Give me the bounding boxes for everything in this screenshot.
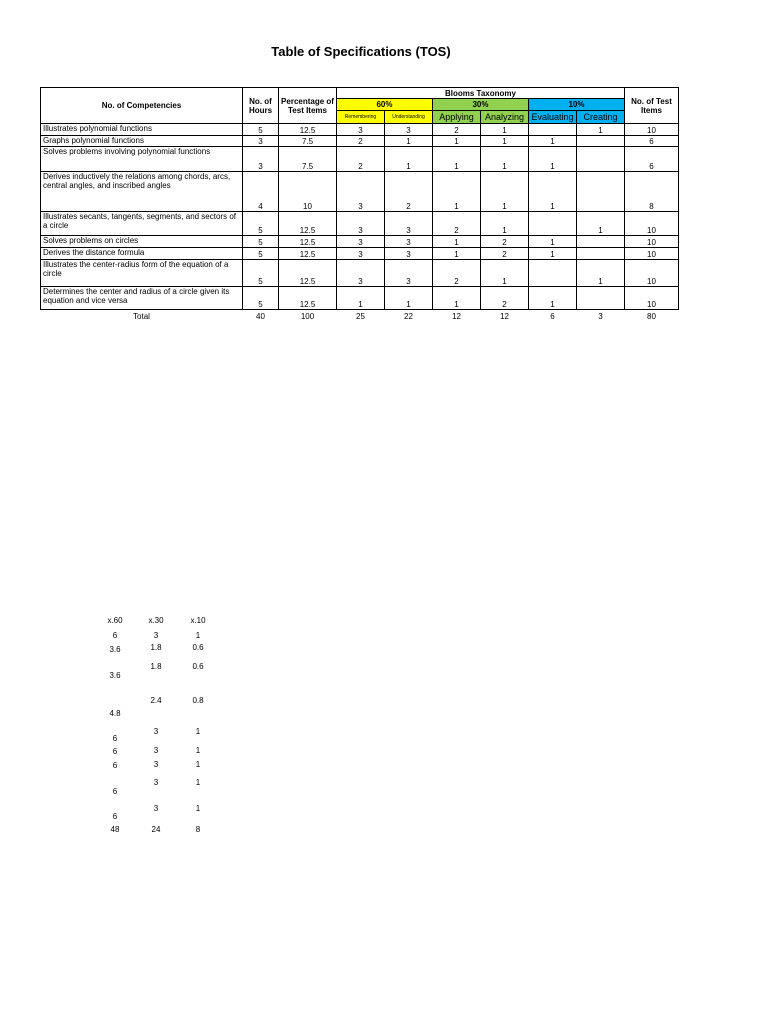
remembering-cell: 3 xyxy=(337,212,385,236)
calc-value: 4.8 xyxy=(109,709,121,718)
page-title: Table of Specifications (TOS) xyxy=(271,44,451,59)
competency-name: Derives the distance formula xyxy=(41,248,243,260)
calc-value: 1 xyxy=(195,778,201,787)
competency-name: Solves problems involving polynomial functions xyxy=(41,147,243,172)
remembering-cell: 3 xyxy=(337,260,385,287)
hours-cell: 5 xyxy=(243,248,279,260)
calc-value: 3 xyxy=(153,760,159,769)
applying-cell: 1 xyxy=(433,248,481,260)
calc-value: 6 xyxy=(112,747,118,756)
applying-cell: 1 xyxy=(433,136,481,147)
creating-cell: 1 xyxy=(577,212,625,236)
test-items-cell: 10 xyxy=(625,124,679,136)
percentage-cell: 12.5 xyxy=(279,236,337,248)
creating-cell: 1 xyxy=(577,124,625,136)
level-applying: Applying xyxy=(433,111,481,124)
competency-name: Derives inductively the relations among chords, arcs, central angles, and inscribed angles xyxy=(41,172,243,212)
table-row xyxy=(41,260,679,287)
calc-header: x.10 xyxy=(190,616,206,625)
group-30-percent: 30% xyxy=(433,99,529,111)
hours-cell: 5 xyxy=(243,212,279,236)
creating-cell xyxy=(577,136,625,147)
analyzing-cell: 1 xyxy=(481,136,529,147)
test-items-cell: 6 xyxy=(625,136,679,147)
evaluating-cell: 1 xyxy=(529,287,577,310)
understanding-cell: 3 xyxy=(385,124,433,136)
applying-cell: 1 xyxy=(433,287,481,310)
table-row xyxy=(41,172,679,212)
test-items-cell: 10 xyxy=(625,248,679,260)
percentage-cell: 10 xyxy=(279,172,337,212)
applying-cell: 1 xyxy=(433,172,481,212)
level-understanding: Understanding xyxy=(385,111,433,124)
test-items-cell: 10 xyxy=(625,260,679,287)
understanding-cell: 3 xyxy=(385,260,433,287)
understanding-cell: 3 xyxy=(385,236,433,248)
evaluating-cell: 1 xyxy=(529,236,577,248)
calc-value: 1 xyxy=(195,746,201,755)
calc-value: 3 xyxy=(153,804,159,813)
table-row xyxy=(41,287,679,310)
calc-value: 3 xyxy=(153,727,159,736)
creating-cell xyxy=(577,147,625,172)
calc-value: 6 xyxy=(112,787,118,796)
competency-name: Illustrates polynomial functions xyxy=(41,124,243,136)
group-10-percent: 10% xyxy=(529,99,625,111)
calc-value: 6 xyxy=(112,631,118,640)
total-test-items: 80 xyxy=(647,311,656,321)
header-test-items: No. of Test Items xyxy=(625,88,679,124)
evaluating-cell: 1 xyxy=(529,248,577,260)
total-label: Total xyxy=(133,311,150,321)
group-60-percent: 60% xyxy=(337,99,433,111)
hours-cell: 5 xyxy=(243,236,279,248)
calc-value: 6 xyxy=(112,761,118,770)
calc-value: 0.8 xyxy=(192,696,204,705)
hours-cell: 3 xyxy=(243,136,279,147)
calc-value: 1 xyxy=(195,760,201,769)
total-row xyxy=(41,310,679,321)
calc-header: x.30 xyxy=(148,616,164,625)
competency-name: Graphs polynomial functions xyxy=(41,136,243,147)
calc-value: 6 xyxy=(112,812,118,821)
header-percentage: Percentage of Test Items xyxy=(279,88,337,124)
analyzing-cell: 1 xyxy=(481,124,529,136)
test-items-cell: 10 xyxy=(625,236,679,248)
calc-value: 3 xyxy=(153,778,159,787)
calc-value: 24 xyxy=(151,825,161,834)
analyzing-cell: 1 xyxy=(481,212,529,236)
percentage-cell: 12.5 xyxy=(279,287,337,310)
total-creating: 3 xyxy=(598,311,603,321)
evaluating-cell: 1 xyxy=(529,172,577,212)
remembering-cell: 2 xyxy=(337,136,385,147)
calc-value: 1 xyxy=(195,631,201,640)
remembering-cell: 1 xyxy=(337,287,385,310)
percentage-cell: 12.5 xyxy=(279,248,337,260)
understanding-cell: 1 xyxy=(385,287,433,310)
applying-cell: 2 xyxy=(433,124,481,136)
total-applying: 12 xyxy=(452,311,461,321)
applying-cell: 2 xyxy=(433,260,481,287)
calc-value: 1.8 xyxy=(150,662,162,671)
calc-value: 2.4 xyxy=(150,696,162,705)
hours-cell: 4 xyxy=(243,172,279,212)
competency-name: Illustrates secants, tangents, segments, and sectors of a circle xyxy=(41,212,243,236)
remembering-cell: 3 xyxy=(337,124,385,136)
remembering-cell: 3 xyxy=(337,172,385,212)
percentage-cell: 7.5 xyxy=(279,147,337,172)
total-evaluating: 6 xyxy=(550,311,555,321)
hours-cell: 5 xyxy=(243,124,279,136)
evaluating-cell xyxy=(529,124,577,136)
calc-value: 6 xyxy=(112,734,118,743)
total-analyzing: 12 xyxy=(500,311,509,321)
understanding-cell: 3 xyxy=(385,212,433,236)
hours-cell: 5 xyxy=(243,260,279,287)
total-hours: 40 xyxy=(256,311,265,321)
calc-value: 3 xyxy=(153,746,159,755)
tos-table xyxy=(40,87,679,321)
percentage-cell: 12.5 xyxy=(279,260,337,287)
applying-cell: 2 xyxy=(433,212,481,236)
analyzing-cell: 2 xyxy=(481,236,529,248)
understanding-cell: 1 xyxy=(385,147,433,172)
creating-cell xyxy=(577,287,625,310)
applying-cell: 1 xyxy=(433,236,481,248)
understanding-cell: 1 xyxy=(385,136,433,147)
percentage-cell: 12.5 xyxy=(279,212,337,236)
table-row xyxy=(41,124,679,136)
total-percentage: 100 xyxy=(300,311,315,321)
calc-value: 3 xyxy=(153,631,159,640)
test-items-cell: 8 xyxy=(625,172,679,212)
level-remembering: Remembering xyxy=(337,111,385,124)
understanding-cell: 3 xyxy=(385,248,433,260)
header-hours: No. of Hours xyxy=(243,88,279,124)
evaluating-cell xyxy=(529,260,577,287)
creating-cell xyxy=(577,248,625,260)
test-items-cell: 10 xyxy=(625,287,679,310)
applying-cell: 1 xyxy=(433,147,481,172)
calc-value: 1 xyxy=(195,804,201,813)
percentage-cell: 7.5 xyxy=(279,136,337,147)
competency-name: Solves problems on circles xyxy=(41,236,243,248)
table-row xyxy=(41,212,679,236)
table-row xyxy=(41,248,679,260)
analyzing-cell: 2 xyxy=(481,248,529,260)
calc-header: x.60 xyxy=(107,616,123,625)
test-items-cell: 10 xyxy=(625,212,679,236)
table-row xyxy=(41,136,679,147)
analyzing-cell: 2 xyxy=(481,287,529,310)
header-blooms-taxonomy: Blooms Taxonomy xyxy=(337,88,625,99)
test-items-cell: 6 xyxy=(625,147,679,172)
calc-value: 3.6 xyxy=(109,645,121,654)
analyzing-cell: 1 xyxy=(481,147,529,172)
level-evaluating: Evaluating xyxy=(529,111,577,124)
total-remembering: 25 xyxy=(356,311,365,321)
hours-cell: 5 xyxy=(243,287,279,310)
evaluating-cell xyxy=(529,212,577,236)
table-row xyxy=(41,147,679,172)
competency-name: Illustrates the center-radius form of the equation of a circle xyxy=(41,260,243,287)
remembering-cell: 3 xyxy=(337,248,385,260)
creating-cell xyxy=(577,172,625,212)
calc-value: 0.6 xyxy=(192,662,204,671)
remembering-cell: 2 xyxy=(337,147,385,172)
remembering-cell: 3 xyxy=(337,236,385,248)
creating-cell: 1 xyxy=(577,260,625,287)
analyzing-cell: 1 xyxy=(481,172,529,212)
calc-value: 48 xyxy=(110,825,120,834)
analyzing-cell: 1 xyxy=(481,260,529,287)
understanding-cell: 2 xyxy=(385,172,433,212)
calc-value: 0.6 xyxy=(192,643,204,652)
calc-value: 1 xyxy=(195,727,201,736)
total-understanding: 22 xyxy=(404,311,413,321)
evaluating-cell: 1 xyxy=(529,136,577,147)
calc-value: 8 xyxy=(195,825,201,834)
competency-name: Determines the center and radius of a circle given its equation and vice versa xyxy=(41,287,243,310)
hours-cell: 3 xyxy=(243,147,279,172)
calc-value: 3.6 xyxy=(109,671,121,680)
evaluating-cell: 1 xyxy=(529,147,577,172)
level-analyzing: Analyzing xyxy=(481,111,529,124)
header-competencies: No. of Competencies xyxy=(41,88,243,124)
table-row xyxy=(41,236,679,248)
percentage-cell: 12.5 xyxy=(279,124,337,136)
calc-value: 1.8 xyxy=(150,643,162,652)
level-creating: Creating xyxy=(577,111,625,124)
creating-cell xyxy=(577,236,625,248)
